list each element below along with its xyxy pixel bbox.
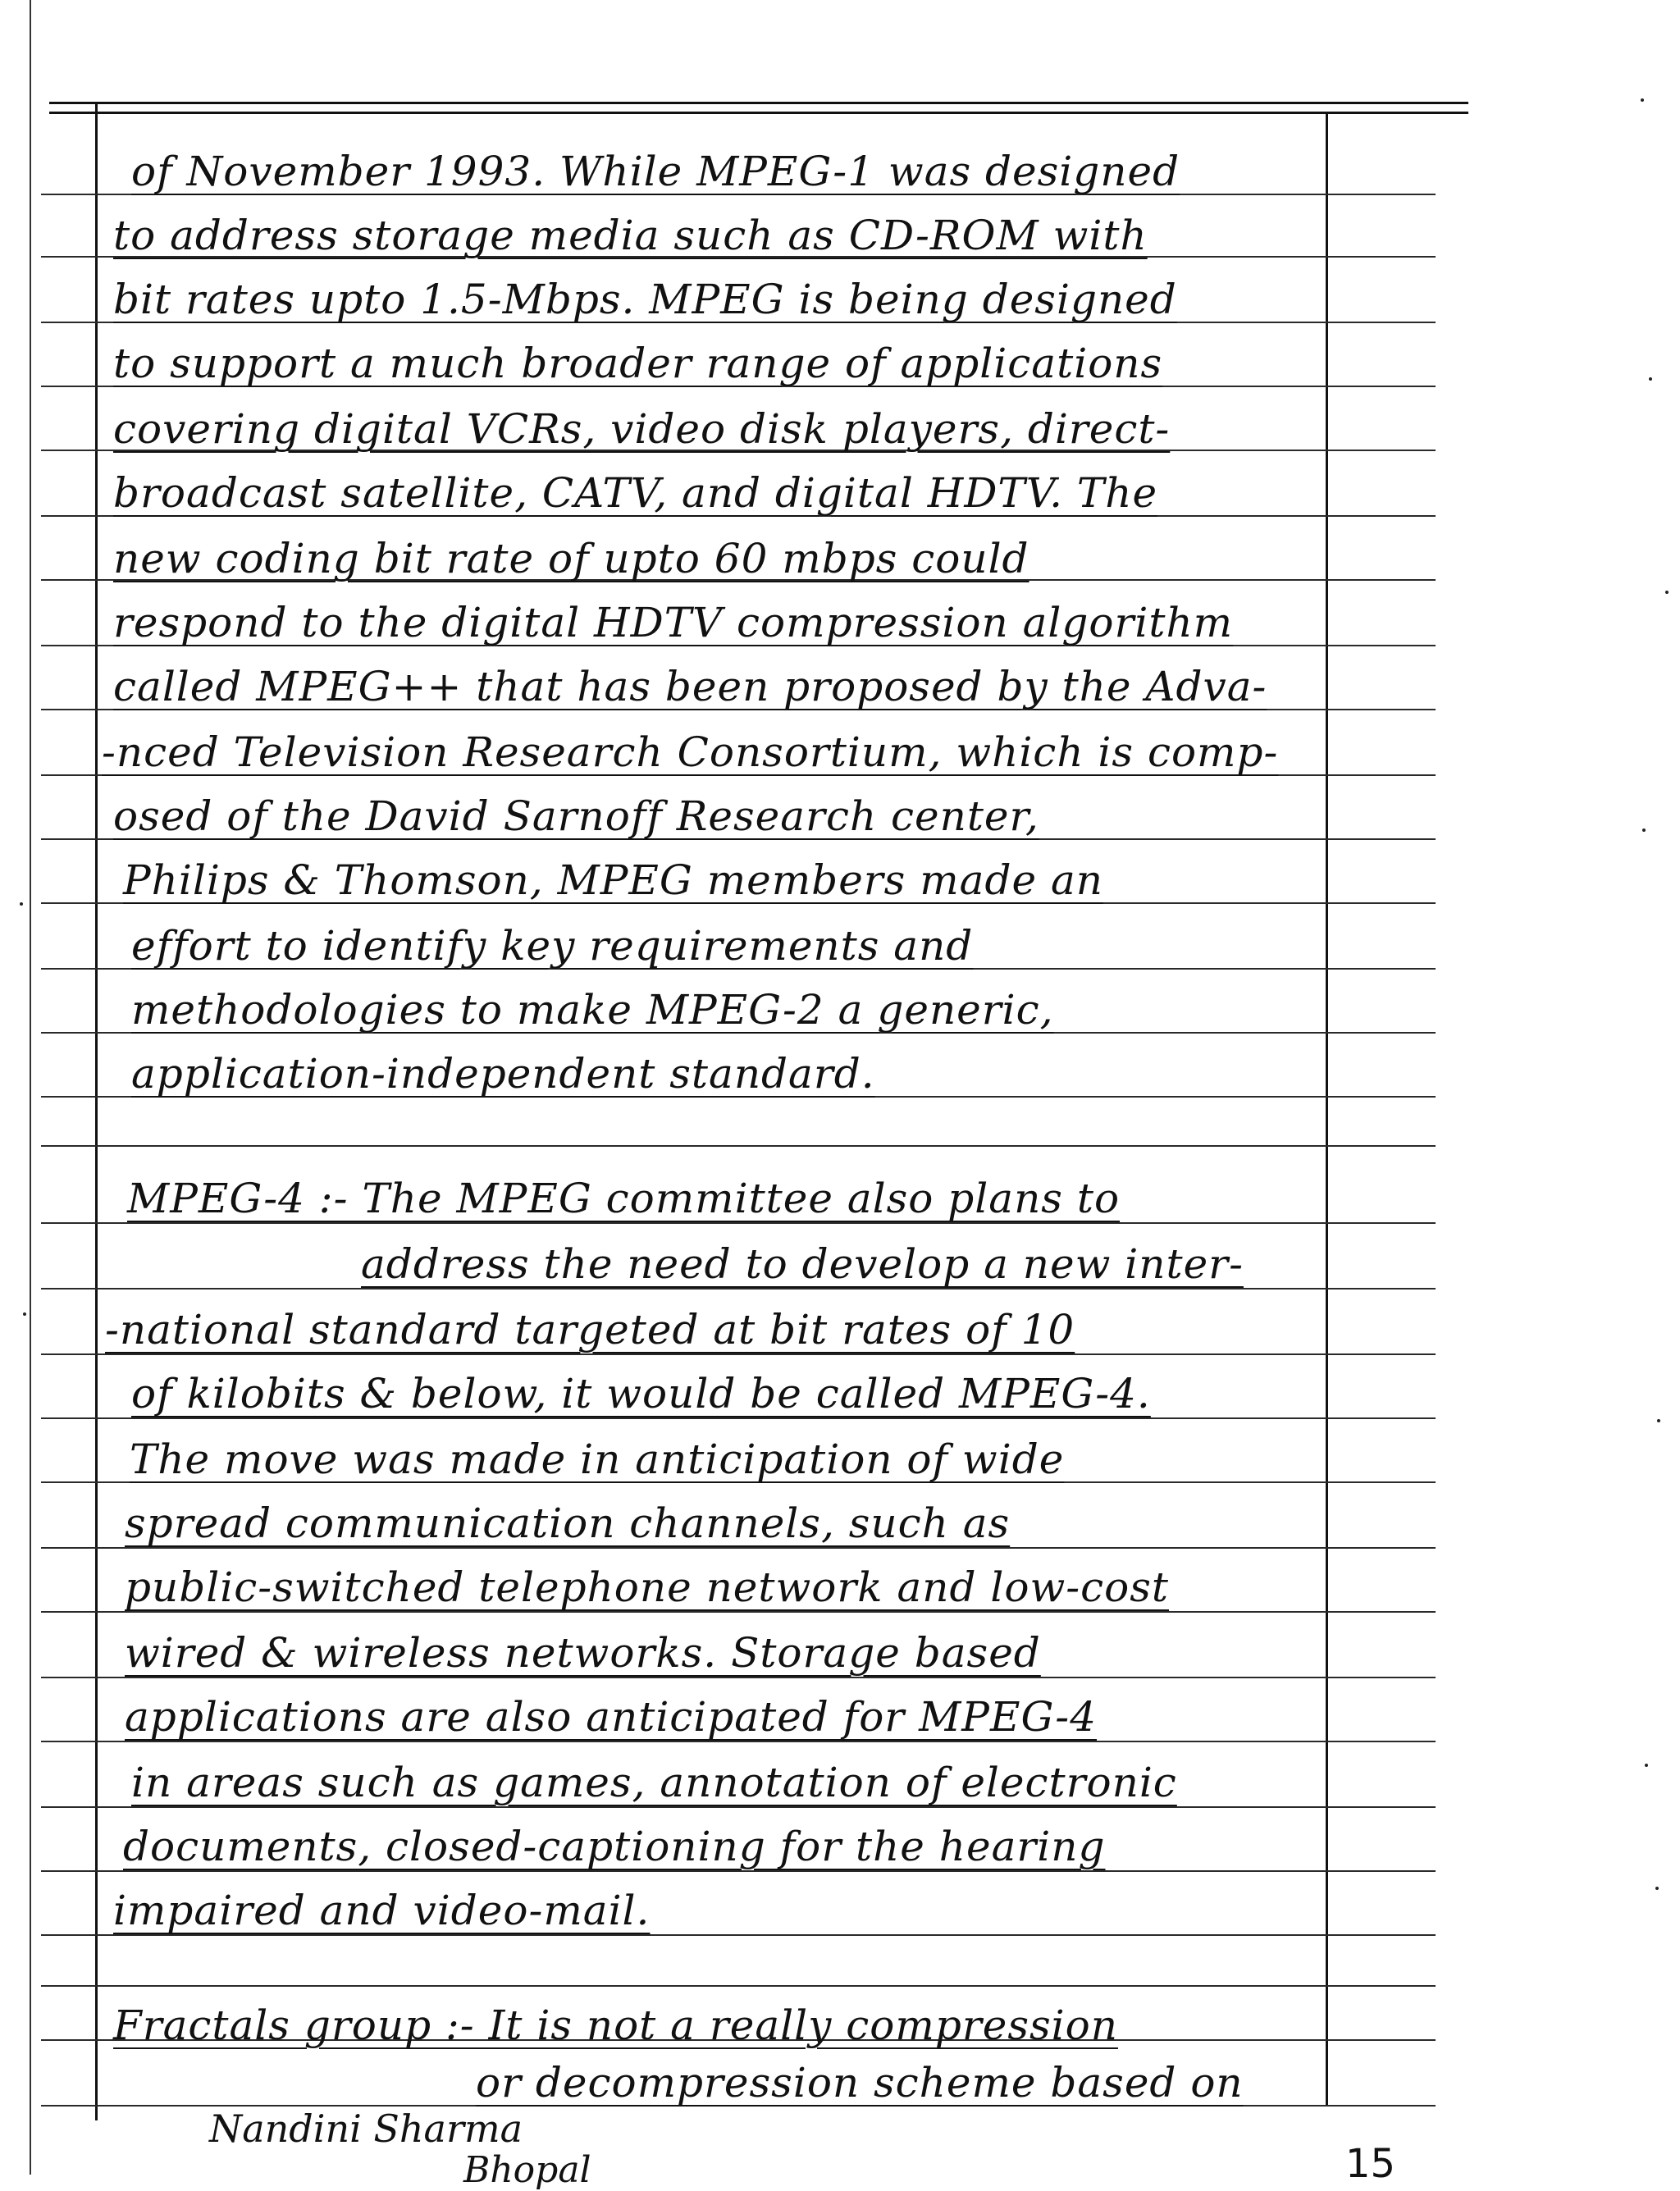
text-line: methodologies to make MPEG-2 a generic, [131, 986, 1054, 1034]
scan-speck [23, 1312, 26, 1316]
fractals-heading-line: Fractals group :- It is not a really compression [113, 2002, 1118, 2049]
ruled-line [41, 1417, 1436, 1419]
ruled-line [41, 1611, 1436, 1613]
text-line: osed of the David Sarnoff Research center, [113, 792, 1039, 840]
ruled-line [41, 1934, 1436, 1936]
text-line: or decompression scheme based on [476, 2059, 1244, 2107]
ruled-line [41, 1353, 1436, 1355]
text-line: effort to identify key requirements and [131, 922, 974, 970]
ruled-line [41, 1677, 1436, 1678]
page-number: 15 [1345, 2141, 1396, 2187]
text-line: covering digital VCRs, video disk players, direct- [113, 405, 1171, 453]
text-line: respond to the digital HDTV compression algorithm [113, 599, 1234, 646]
text-line: spread communication channels, such as [125, 1499, 1011, 1547]
text-line: broadcast satellite, CATV, and digital HDTV. The [113, 469, 1158, 517]
scan-speck [1657, 1419, 1660, 1422]
ruled-line [41, 1547, 1436, 1549]
ruled-line [41, 1145, 1436, 1147]
top-rule-1 [49, 102, 1468, 104]
text-line: to support a much broader range of applications [113, 340, 1163, 387]
text-line: of kilobits & below, it would be called MPEG-4. [131, 1370, 1151, 1417]
scan-speck [20, 902, 23, 906]
scan-speck [1642, 828, 1646, 832]
scan-speck [1649, 377, 1652, 381]
left-margin-line-outer [30, 0, 31, 2175]
ruled-line [41, 1288, 1436, 1289]
left-margin-line [95, 103, 98, 2120]
scan-speck [1665, 591, 1669, 594]
text-line: application-independent standard. [131, 1050, 875, 1098]
text-line: The move was made in anticipation of wide [130, 1436, 1065, 1483]
ruled-line [41, 1870, 1436, 1872]
text-line: Philips & Thomson, MPEG members made an [123, 856, 1103, 904]
text-line: applications are also anticipated for MPEG-4 [125, 1693, 1098, 1741]
signature-name: Nandini Sharma [209, 2107, 523, 2151]
text-line: documents, closed-captioning for the hearing [123, 1823, 1106, 1870]
mpeg4-heading-line: MPEG-4 :- The MPEG committee also plans to [127, 1175, 1121, 1222]
text-line: address the need to develop a new inter- [361, 1240, 1244, 1288]
ruled-line [41, 1806, 1436, 1808]
scan-speck [1645, 1764, 1648, 1767]
text-line: impaired and video-mail. [113, 1887, 651, 1934]
text-line: of November 1993. While MPEG-1 was designed [131, 148, 1180, 195]
text-line: -national standard targeted at bit rates of 10 [105, 1306, 1075, 1353]
ruled-line [41, 1985, 1436, 1987]
scan-speck [1641, 98, 1644, 102]
text-line: wired & wireless networks. Storage based [125, 1629, 1041, 1677]
text-line: public-switched telephone network and low-cost [125, 1563, 1170, 1611]
text-line: to address storage media such as CD-ROM with [113, 212, 1148, 259]
signature-place: Bhopal [463, 2149, 591, 2191]
text-line: new coding bit rate of upto 60 mbps could [113, 535, 1029, 582]
text-line: bit rates upto 1.5-Mbps. MPEG is being designed [113, 276, 1177, 323]
text-line: in areas such as games, annotation of electronic [131, 1759, 1177, 1806]
ruled-line [41, 1222, 1436, 1224]
text-line: -nced Television Research Consortium, which is comp- [102, 728, 1279, 776]
top-rule-2 [49, 112, 1468, 114]
scan-speck [1655, 1887, 1659, 1890]
text-line: called MPEG++ that has been proposed by the Adva- [113, 663, 1267, 710]
ruled-line [41, 1741, 1436, 1742]
